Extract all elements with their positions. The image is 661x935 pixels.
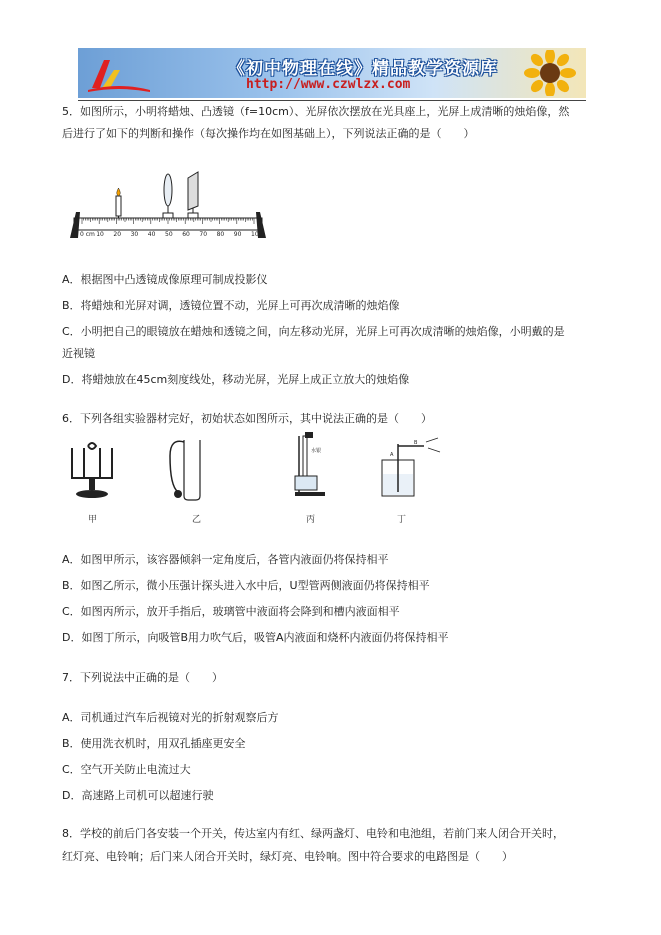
- q5-option-a: A．根据图中凸透镜成像原理可制成投影仪: [62, 273, 268, 286]
- q5-option-b: B．将蜡烛和光屏对调，透镜位置不动，光屏上可再次成清晰的烛焰像: [62, 299, 400, 312]
- pressure-gauge-figure: [160, 436, 220, 504]
- q5-option-c-cont: 近视镜: [62, 347, 95, 360]
- q5-option-c: C．小明把自己的眼镜放在蜡烛和透镜之间，向左移动光屏，光屏上可再次成清晰的烛焰像，小明戴的是: [62, 325, 565, 338]
- fig-label-ding: 丁: [397, 515, 407, 525]
- q6-stem: 6．下列各组实验器材完好，初始状态如图所示，其中说法正确的是（ ）: [62, 412, 432, 425]
- q8-stem-line2: 红灯亮、电铃响；后门来人闭合开关时，绿灯亮、电铃响。图中符合要求的电路图是（ ）: [62, 850, 513, 863]
- ruler-tick-label: 20: [113, 231, 122, 238]
- ruler-tick-label: 60: [182, 231, 190, 238]
- site-url[interactable]: http://www.czwlzx.com: [246, 77, 411, 92]
- q8-stem-line1: 8．学校的前后门各安装一个开关，传达室内有红、绿两盏灯、电铃和电池组，若前门来人闭合开关时，: [62, 827, 564, 840]
- q7-option-c: C．空气开关防止电流过大: [62, 763, 191, 776]
- fig-label-bing: 丙: [306, 515, 316, 525]
- ruler-tick-label: 80: [216, 231, 225, 238]
- ruler-tick-label: 40: [147, 231, 156, 238]
- svg-text:B: B: [414, 440, 418, 446]
- svg-text:水银: 水银: [311, 448, 322, 454]
- ruler-tick-label: 70: [199, 231, 208, 238]
- q5-option-d: D．将蜡烛放在45cm刻度线处，移动光屏，光屏上成正立放大的烛焰像: [62, 373, 410, 386]
- blow-straw-figure: [376, 434, 446, 502]
- q5-stem-line1: 5．如图所示，小明将蜡烛、凸透镜（f=10cm）、光屏依次摆放在光具座上，光屏上成清晰的烛焰像，然: [62, 105, 570, 118]
- q7-option-b: B．使用洗衣机时，用双孔插座更安全: [62, 737, 246, 750]
- ruler-tick-label: 100: [251, 231, 263, 238]
- q6-option-a: A．如图甲所示，该容器倾斜一定角度后，各管内液面仍将保持相平: [62, 553, 389, 566]
- svg-text:A: A: [390, 452, 394, 458]
- glass-tube-figure: [285, 432, 345, 502]
- q7-stem: 7．下列说法中正确的是（ ）: [62, 671, 223, 684]
- q6-option-d: D．如图丁所示，向吸管B用力吹气后，吸管A内液面和烧杯内液面仍将保持相平: [62, 631, 449, 644]
- connected-vessel-figure: [62, 438, 122, 503]
- ruler-tick-label: 30: [130, 231, 139, 238]
- site-title: 《初中物理在线》精品教学资源库: [228, 59, 498, 79]
- sunflower-icon: [520, 50, 580, 96]
- q7-option-a: A．司机通过汽车后视镜对光的折射观察后方: [62, 711, 279, 724]
- header-banner: [78, 48, 586, 98]
- q5-stem-line2: 后进行了如下的判断和操作（每次操作均在如图基础上），下列说法正确的是（ ）: [62, 127, 475, 140]
- q6-option-b: B．如图乙所示，微小压强计探头进入水中后，U型管两侧液面仍将保持相平: [62, 579, 430, 592]
- fig-label-yi: 乙: [192, 515, 202, 525]
- ruler-tick-label: 0 cm: [80, 231, 95, 238]
- q6-option-c: C．如图丙所示，放开手指后，玻璃管中液面将会降到和槽内液面相平: [62, 605, 400, 618]
- logo-icon: [84, 54, 154, 94]
- ruler-tick-label: 50: [165, 231, 173, 238]
- optical-bench-figure: [68, 168, 268, 246]
- ruler-tick-label: 90: [233, 231, 242, 238]
- q7-option-d: D．高速路上司机可以超速行驶: [62, 789, 214, 802]
- ruler-tick-label: 10: [96, 231, 104, 238]
- fig-label-jia: 甲: [88, 515, 98, 525]
- header-rule: [78, 100, 586, 101]
